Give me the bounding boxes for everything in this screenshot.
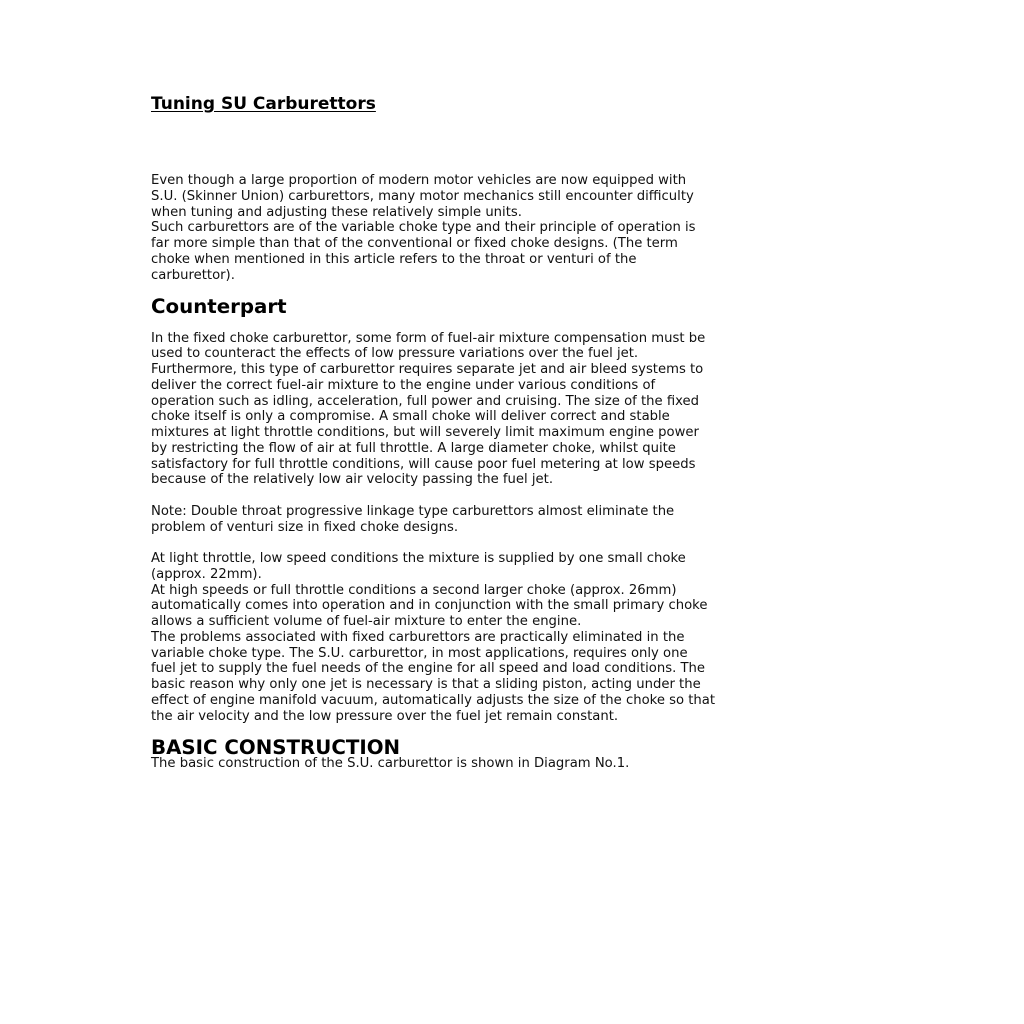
- throttle-paragraph-2: At high speeds or full throttle conditions a second larger choke (approx. 26mm) automatically comes into operation and in conjunction with the small primary choke allows a sufficient volume of fuel-air mixture to enter the engine.: [151, 582, 708, 629]
- document-body: [151, 92, 881, 772]
- intro-paragraph-1: Even though a large proportion of modern motor vehicles are now equipped with S.U. (Skinner Union) carburettors, many motor mechanics still encounter difficulty when tuning and adjusting these relatively simple units.: [151, 173, 694, 220]
- paragraph-spacer: [151, 488, 881, 504]
- note-paragraph: Note: Double throat progressive linkage type carburettors almost eliminate the problem of venturi size in fixed choke designs.: [151, 503, 675, 535]
- section-heading-counterpart: Counterpart: [151, 295, 287, 318]
- basic-construction-paragraph: The basic construction of the S.U. carburettor is shown in Diagram No.1.: [151, 755, 630, 771]
- page-title: Tuning SU Carburettors: [151, 94, 376, 114]
- counterpart-paragraph: In the fixed choke carburettor, some form of fuel-air mixture compensation must be used to counteract the effects of low pressure variations over the fuel jet. Furthermore, this type of carburettor requires separate jet and air bleed systems to deliver the correct fuel-air mixture to the engine under various conditions of operation such as idling, acceleration, full power and cruising. The size of the fixed choke itself is only a compromise. A small choke will deliver correct and stable mixtures at light throttle conditions, but will severely limit maximum engine power by restricting the flow of air at full throttle. A large diameter choke, whilst quite satisfactory for full throttle conditions, will cause poor fuel metering at low speeds because of the relatively low air velocity passing the fuel jet.: [151, 330, 706, 488]
- paragraph-spacer: [151, 535, 881, 551]
- throttle-paragraph-1: At light throttle, low speed conditions the mixture is supplied by one small choke (approx. 22mm).: [151, 551, 686, 582]
- section-heading-basic-construction: BASIC CONSTRUCTION: [151, 736, 401, 759]
- intro-paragraph-2: Such carburettors are of the variable choke type and their principle of operation is far more simple than that of the conventional or fixed choke designs. (The term choke when mentioned in this article refers to the throat or venturi of the carburettor).: [151, 220, 696, 283]
- throttle-paragraph-3: The problems associated with fixed carburettors are practically eliminated in the variable choke type. The S.U. carburettor, in most applications, requires only one fuel jet to supply the fuel needs of the engine for all speed and load conditions. The basic reason why only one jet is necessary is that a sliding piston, acting under the effect of engine manifold vacuum, automatically adjusts the size of the choke so that the air velocity and the low pressure over the fuel jet remain constant.: [151, 629, 716, 724]
